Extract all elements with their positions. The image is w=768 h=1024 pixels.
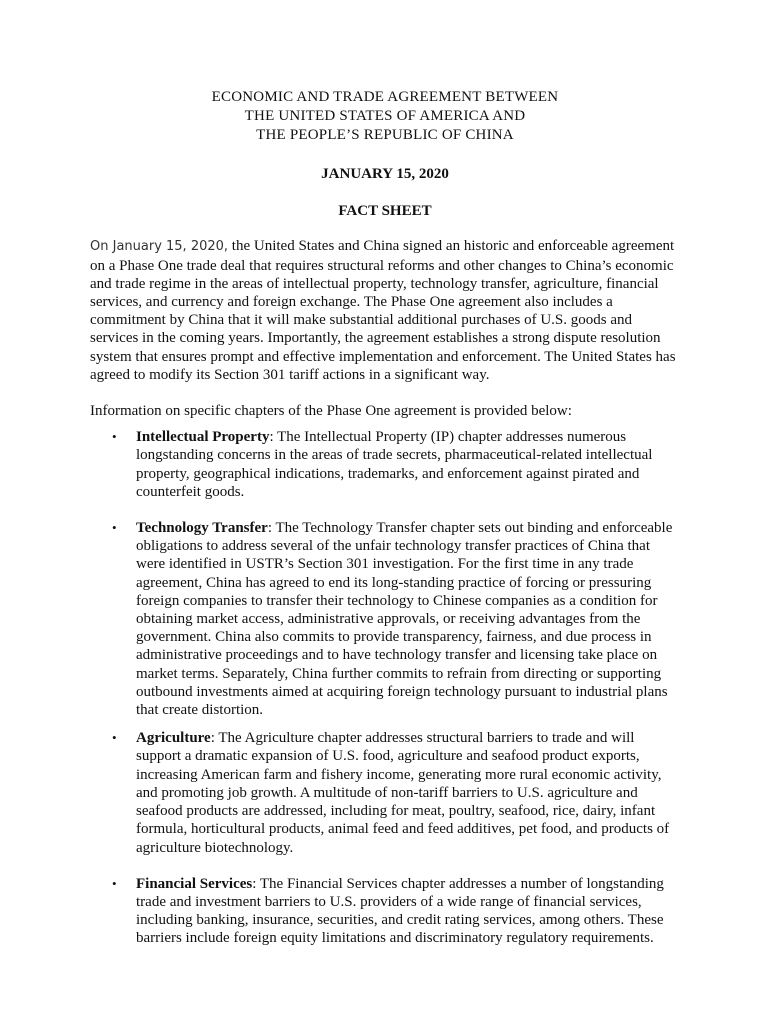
intro-lead: On January 15, 2020, <box>90 239 229 255</box>
bullet-icon: • <box>112 730 117 746</box>
chapter-text: : The Technology Transfer chapter sets out binding and enforceable obligations to address several of the unfair technology transfer practices of China that were identified in USTR’s Section 301 investigation. For the first time in any trade agreement, China has agreed to end its long-standing practice of forcing or pressuring foreign companies to transfer their technology to Chinese companies as a condition for obtaining market access, administrative approvals, or receiving advantages from the government. China also commits to provide transparency, fairness, and due process in administrative proceedings and to have technology transfer and licensing take place on market terms. Separately, China further commits to refrain from directing or supporting outbound investments aimed at acquiring foreign technology pursuant to industrial plans that create distortion. <box>136 520 673 719</box>
document-page <box>90 88 680 966</box>
intro-paragraph <box>90 237 680 384</box>
list-item <box>90 875 680 948</box>
list-item <box>90 428 680 501</box>
intro-rest: the United States and China signed an historic and enforceable agreement on a Phase One trade deal that requires structural reforms and other changes to China’s economic and trade regime in the areas of intellectual property, technology transfer, agriculture, financial services, and currency and foreign exchange. The Phase One agreement also includes a commitment by China that it will make substantial additional purchases of U.S. goods and services in the coming years. Importantly, the agreement establishes a strong dispute resolution system that ensures prompt and effective implementation and enforcement. The United States has agreed to modify its Section 301 tariff actions in a significant way. <box>90 238 676 383</box>
info-line: Information on specific chapters of the Phase One agreement is provided below: <box>90 403 572 420</box>
chapter-text: : The Financial Services chapter addresses a number of longstanding trade and investment barriers to U.S. providers of a wide range of financial services, including banking, insurance, securities, and credit rating services, among others. These barriers include foreign equity limitations and discriminatory regulatory requirements. <box>136 875 664 947</box>
list-item <box>90 729 680 856</box>
bullet-icon: • <box>112 875 117 891</box>
title-line-2: THE UNITED STATES OF AMERICA AND <box>244 108 526 124</box>
title-line-3: THE PEOPLE’S REPUBLIC OF CHINA <box>256 127 514 143</box>
chapter-heading: Technology Transfer <box>136 520 268 537</box>
bullet-icon: • <box>112 520 117 536</box>
chapter-heading: Intellectual Property <box>136 429 270 446</box>
document-date: JANUARY 15, 2020 <box>321 166 449 182</box>
document-title <box>90 88 680 145</box>
chapter-list <box>90 428 680 947</box>
bullet-icon: • <box>112 429 117 445</box>
fact-sheet-heading: FACT SHEET <box>338 203 432 220</box>
chapter-heading: Agriculture <box>136 730 211 747</box>
chapter-text: : The Intellectual Property (IP) chapter addresses numerous longstanding concerns in the areas of trade secrets, pharmaceutical-related intellectual property, geographical indications, trademarks, and enforcement against pirated and counterfeit goods. <box>136 429 653 500</box>
title-line-1: ECONOMIC AND TRADE AGREEMENT BETWEEN <box>211 89 559 105</box>
chapter-heading: Financial Services <box>136 875 253 892</box>
list-item <box>90 519 680 719</box>
chapter-text: : The Agriculture chapter addresses structural barriers to trade and will support a dramatic expansion of U.S. food, agriculture and seafood product exports, increasing American farm and fishery income, generating more rural economic activity, and promoting job growth. A multitude of non-tariff barriers to U.S. agriculture and seafood products are addressed, including for meat, poultry, seafood, rice, dairy, infant formula, horticultural products, animal feed and feed additives, pet food, and products of agriculture biotechnology. <box>136 730 670 856</box>
